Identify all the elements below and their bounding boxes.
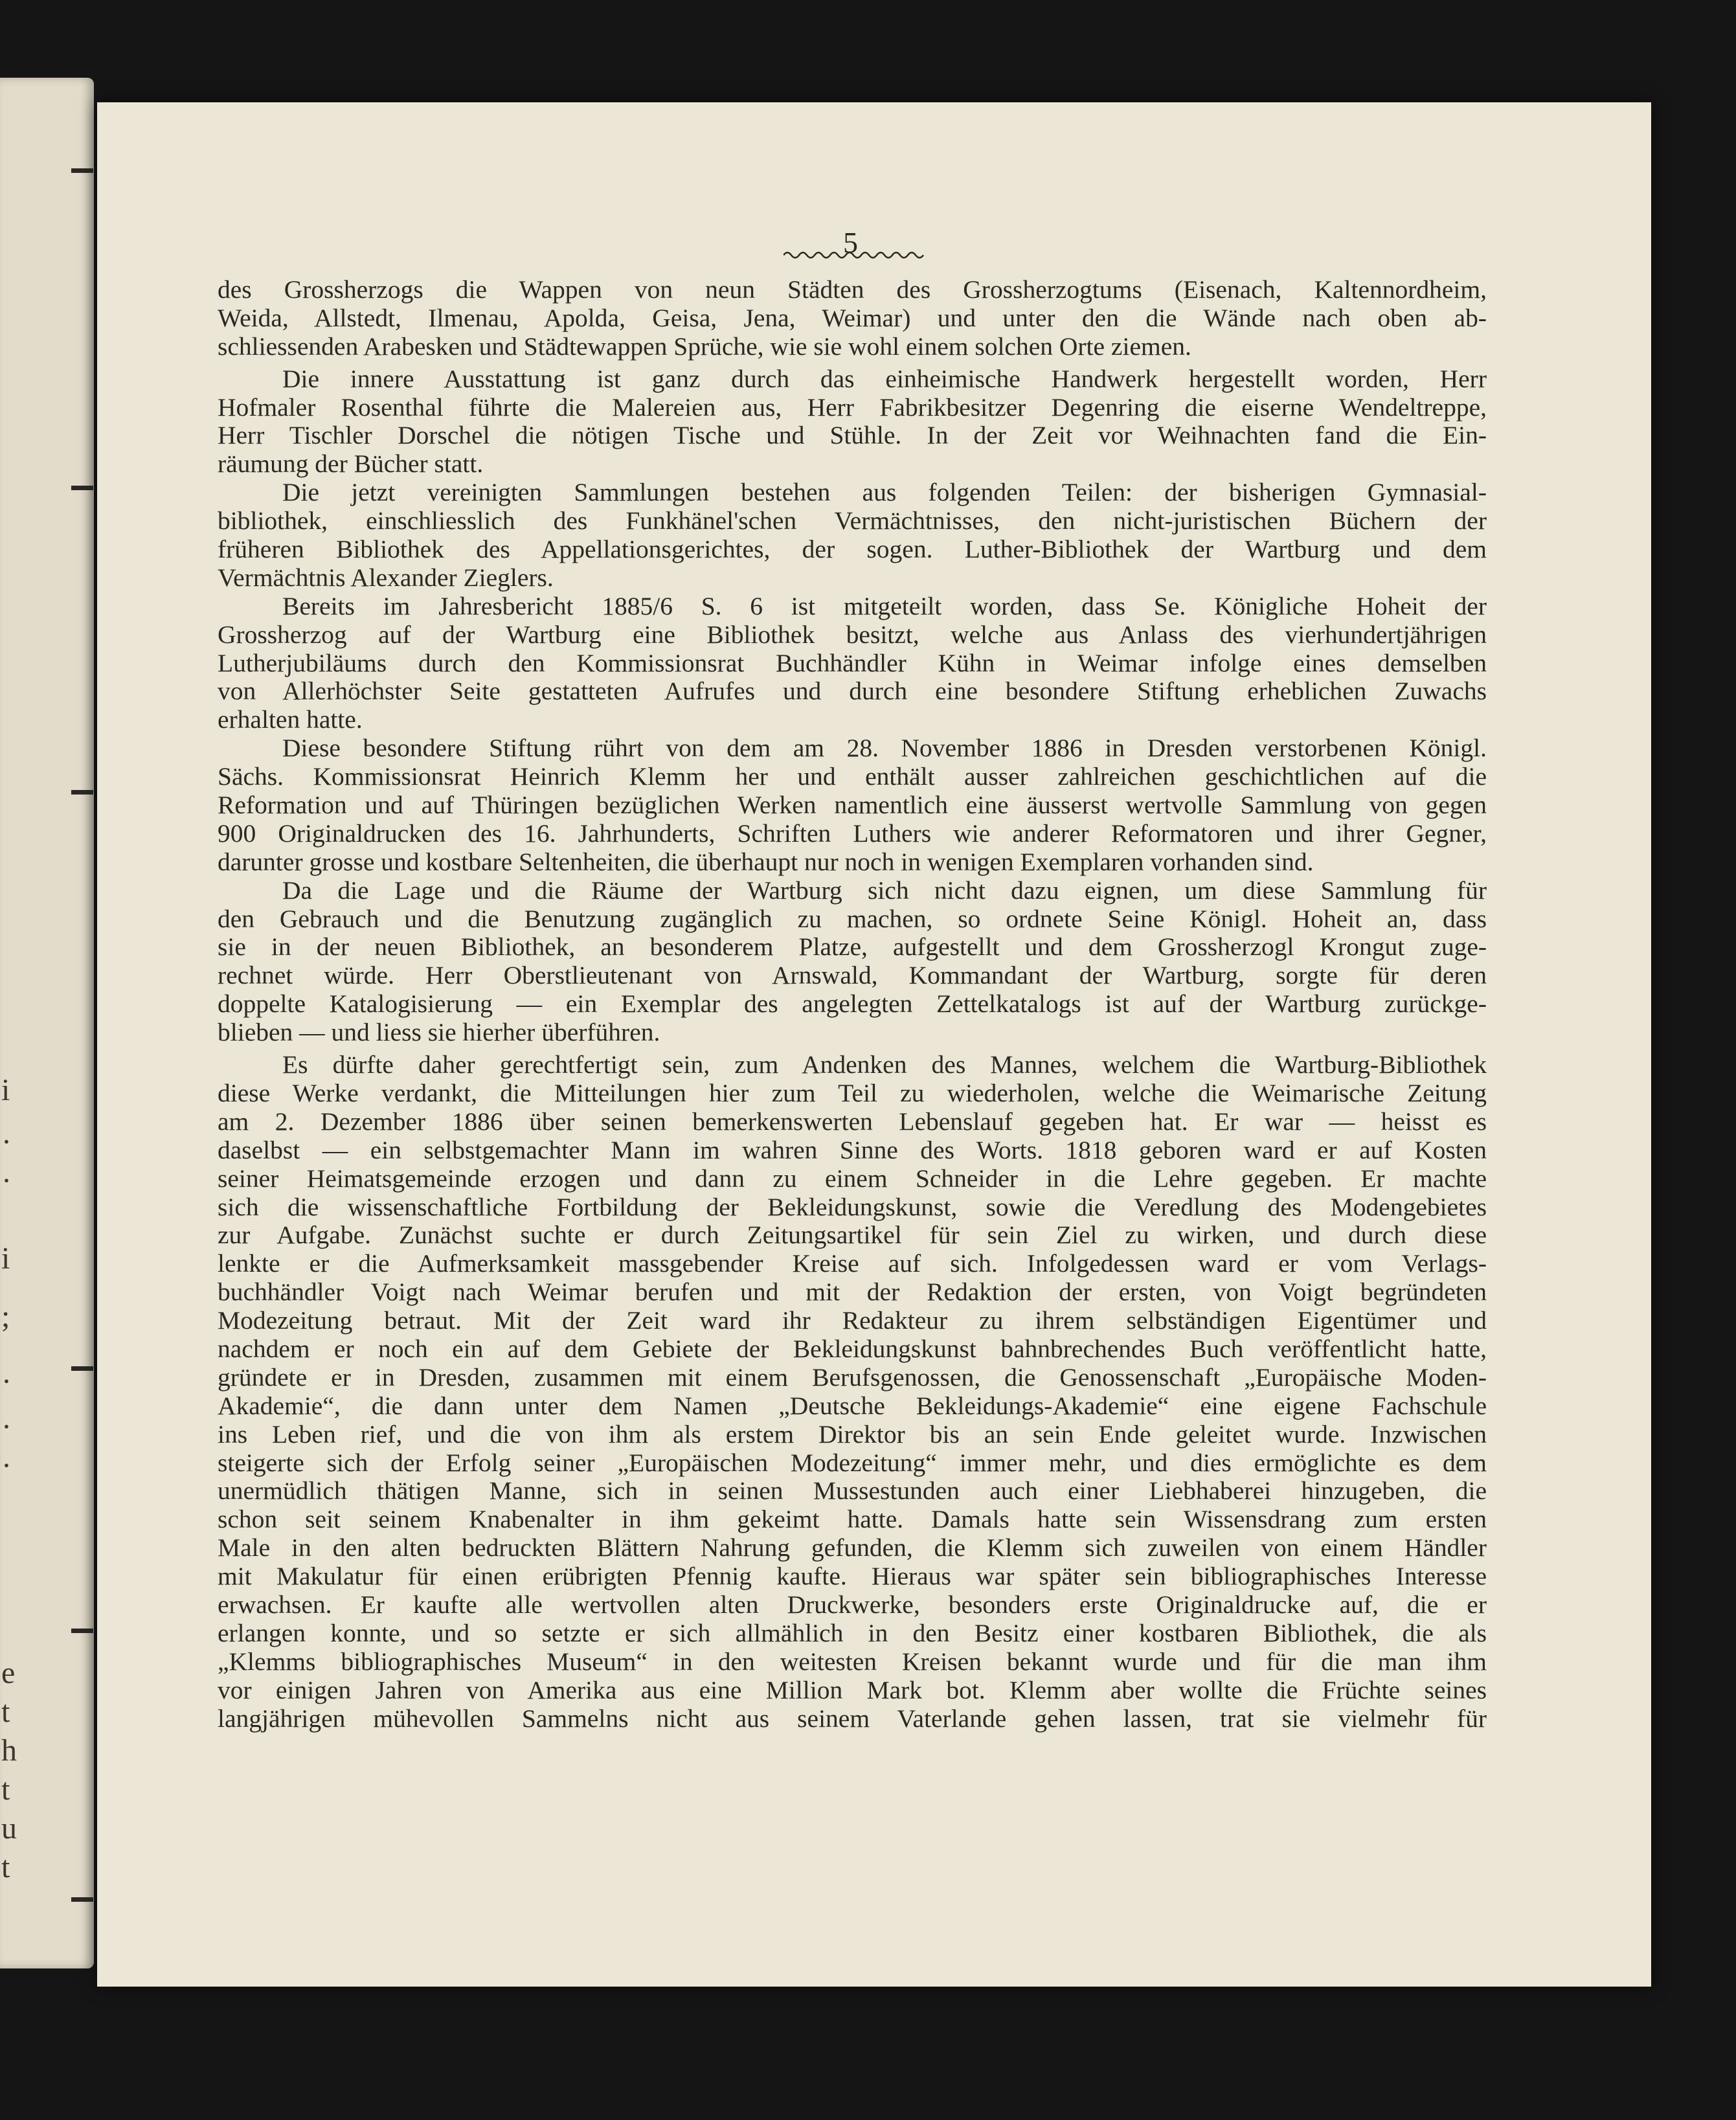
- margin-text-fragment: i: [1, 1073, 10, 1107]
- text-line: Lutherjubiläums durch den Kommissionsrat Buchhändler Kühn in Weimar infolge eines demselben: [218, 649, 1487, 677]
- text-line: sich die wissenschaftliche Fortbildung der Bekleidungskunst, sowie die Veredlung des Modengebietes: [218, 1193, 1487, 1221]
- paragraph: [218, 479, 1487, 592]
- text-line: darunter grosse und kostbare Seltenheiten, die überhaupt nur noch in wenigen Exemplaren vorhanden sind.: [218, 848, 1314, 876]
- text-line: Die jetzt vereinigten Sammlungen bestehen aus folgenden Teilen: der bisherigen Gymnasial-: [282, 479, 1487, 507]
- text-line: ins Leben rief, und die von ihm als erstem Direktor bis an sein Ende geleitet wurde. Inzwischen: [218, 1420, 1487, 1449]
- text-line: gründete er in Dresden, zusammen mit einem Berufsgenossen, die Genossenschaft „Europäische Moden-: [218, 1363, 1487, 1392]
- text-line: bibliothek, einschliesslich des Funkhänel'schen Vermächtnisses, den nicht-juristischen Büchern der: [218, 507, 1487, 536]
- text-line: Weida, Allstedt, Ilmenau, Apolda, Geisa, Jena, Weimar) und unter den die Wände nach oben ab-: [218, 304, 1487, 332]
- margin-text-fragment: t: [1, 1850, 10, 1884]
- margin-text-fragment: ;: [1, 1300, 10, 1334]
- text-line: erwachsen. Er kaufte alle wertvollen alten Druckwerke, besonders erste Originaldrucke auf, die er: [218, 1590, 1487, 1619]
- text-line: schon seit seinem Knabenalter in ihm gekeimt hatte. Damals hatte sein Wissensdrang zum ersten: [218, 1505, 1487, 1534]
- page-tab-mark: [71, 168, 93, 173]
- text-line: Vermächtnis Alexander Zieglers.: [218, 563, 554, 592]
- text-line: Reformation und auf Thüringen bezüglichen Werken namentlich eine äusserst wertvolle Sammlung von gegen: [218, 791, 1487, 820]
- text-line: Da die Lage und die Räume der Wartburg sich nicht dazu eignen, um diese Sammlung für: [282, 876, 1487, 905]
- page-number: 5: [843, 226, 858, 259]
- text-line: buchhändler Voigt nach Weimar berufen und mit der Redaktion der ersten, von Voigt begründeten: [218, 1278, 1487, 1307]
- paragraph: [218, 276, 1487, 361]
- text-line: Akademie“, die dann unter dem Namen „Deutsche Bekleidungs-Akademie“ eine eigene Fachschule: [218, 1392, 1487, 1420]
- text-line: früheren Bibliothek des Appellationsgerichtes, der sogen. Luther-Bibliothek der Wartburg und dem: [218, 536, 1487, 564]
- text-line: vor einigen Jahren von Amerika aus eine Million Mark bot. Klemm aber wollte die Früchte seines: [218, 1676, 1487, 1704]
- page-tab-mark: [71, 486, 93, 490]
- paragraph: [218, 592, 1487, 734]
- wavy-rule-ornament: [783, 247, 926, 263]
- text-line: Male in den alten bedruckten Blättern Nahrung gefunden, die Klemm sich zuweilen von einem Händler: [218, 1534, 1487, 1562]
- margin-text-fragment: ·: [1, 1410, 12, 1444]
- margin-text-fragment: ·: [1, 1364, 12, 1399]
- text-line: mit Makulatur für einen erübrigten Pfennig kaufte. Hieraus war später sein bibliographisches Interesse: [218, 1562, 1487, 1591]
- text-line: Diese besondere Stiftung rührt von dem am 28. November 1886 in Dresden verstorbenen Königl.: [282, 734, 1487, 763]
- margin-text-fragment: u: [1, 1811, 17, 1845]
- margin-text-fragment: ·: [1, 1449, 12, 1483]
- paragraph: [218, 365, 1487, 479]
- text-line: Sächs. Kommissionsrat Heinrich Klemm her und enthält ausser zahlreichen geschichtlichen auf die: [218, 763, 1487, 791]
- text-line: Herr Tischler Dorschel die nötigen Tische und Stühle. In der Zeit vor Weihnachten fand die Ein-: [218, 422, 1487, 450]
- text-line: räumung der Bücher statt.: [218, 450, 484, 479]
- paragraph: [218, 1051, 1487, 1733]
- text-line: Es dürfte daher gerechtfertigt sein, zum Andenken des Mannes, welchem die Wartburg-Bibliothek: [282, 1051, 1487, 1079]
- text-line: sie in der neuen Bibliothek, an besonderem Platze, aufgestellt und dem Grossherzogl Krongut zuge-: [218, 933, 1487, 962]
- text-line: erhalten hatte.: [218, 706, 363, 734]
- margin-text-fragment: ·: [1, 1125, 12, 1159]
- text-line: lenkte er die Aufmerksamkeit massgebender Kreise auf sich. Infolgedessen ward er vom Verlags-: [218, 1250, 1487, 1278]
- page-tab-mark: [71, 790, 93, 795]
- text-line: von Allerhöchster Seite gestatteten Aufrufes und durch eine besondere Stiftung erheblichen Zuwachs: [218, 677, 1487, 706]
- text-line: Modezeitung betraut. Mit der Zeit ward ihr Redakteur zu ihrem selbständigen Eigentümer und: [218, 1307, 1487, 1335]
- paragraph: [218, 734, 1487, 876]
- text-line: doppelte Katalogisierung — ein Exemplar des angelegten Zettelkatalogs ist auf der Wartburg zurückge-: [218, 990, 1487, 1019]
- margin-text-fragment: ·: [1, 1164, 12, 1198]
- text-line: schliessenden Arabesken und Städtewappen Sprüche, wie sie wohl einem solchen Orte ziemen.: [218, 332, 1191, 361]
- text-line: nachdem er noch ein auf dem Gebiete der Bekleidungskunst bahnbrechendes Buch veröffentlicht hatte,: [218, 1335, 1487, 1363]
- page-tab-mark: [71, 1629, 93, 1633]
- text-line: am 2. Dezember 1886 über seinen bemerkenswerten Lebenslauf gegeben hat. Er war — heisst es: [218, 1107, 1487, 1136]
- text-line: 900 Originaldrucken des 16. Jahrhunderts, Schriften Luthers wie anderer Reformatoren und ihrer Gegner,: [218, 819, 1487, 848]
- text-line: diese Werke verdankt, die Mitteilungen hier zum Teil zu wiederholen, welche die Weimarische Zeitung: [218, 1079, 1487, 1107]
- text-line: blieben — und liess sie hierher überführen.: [218, 1019, 660, 1047]
- margin-text-fragment: i: [1, 1241, 10, 1276]
- margin-text-fragment: h: [1, 1733, 17, 1768]
- text-line: seiner Heimatsgemeinde erzogen und dann zu einem Schneider in die Lehre gegeben. Er machte: [218, 1164, 1487, 1193]
- text-line: „Klemms bibliographisches Museum“ in den weitesten Kreisen bekannt wurde und für die man ihm: [218, 1647, 1487, 1676]
- text-line: des Grossherzogs die Wappen von neun Städten des Grossherzogtums (Eisenach, Kaltennordheim,: [218, 276, 1487, 304]
- book-page: [97, 102, 1651, 1987]
- text-line: Hofmaler Rosenthal führte die Malereien aus, Herr Fabrikbesitzer Degenring die eiserne Wendeltreppe,: [218, 393, 1487, 422]
- text-line: unermüdlich thätigen Manne, sich in seinen Mussestunden auch einer Liebhaberei hinzugeben, die: [218, 1477, 1487, 1505]
- text-line: langjährigen mühevollen Sammelns nicht aus seinem Vaterlande gehen lassen, trat sie vielmehr für: [218, 1704, 1487, 1733]
- text-line: daselbst — ein selbstgemachter Mann im wahren Sinne des Worts. 1818 geboren ward er auf Kosten: [218, 1136, 1487, 1164]
- text-line: Die innere Ausstattung ist ganz durch das einheimische Handwerk hergestellt worden, Herr: [282, 365, 1487, 393]
- page-tab-mark: [71, 1897, 93, 1902]
- margin-text-fragment: e: [1, 1656, 16, 1690]
- previous-page-edge: [0, 78, 94, 1968]
- text-line: Bereits im Jahresbericht 1885/6 S. 6 ist mitgeteilt worden, dass Se. Königliche Hoheit der: [282, 592, 1487, 620]
- text-line: den Gebrauch und die Benutzung zugänglich zu machen, so ordnete Seine Königl. Hoheit an, dass: [218, 905, 1487, 933]
- text-line: Grossherzog auf der Wartburg eine Bibliothek besitzt, welche aus Anlass des vierhundertjährigen: [218, 620, 1487, 649]
- paragraph: [218, 877, 1487, 1047]
- text-line: zur Aufgabe. Zunächst suchte er durch Zeitungsartikel für sein Ziel zu wirken, und durch diese: [218, 1221, 1487, 1250]
- margin-text-fragment: t: [1, 1695, 10, 1729]
- text-line: steigerte sich der Erfolg seiner „Europäischen Modezeitung“ immer mehr, und dies ermöglichte es dem: [218, 1449, 1487, 1477]
- text-line: rechnet würde. Herr Oberstlieutenant von Arnswald, Kommandant der Wartburg, sorgte für deren: [218, 962, 1487, 990]
- text-line: erlangen konnte, und so setzte er sich allmählich in den Besitz einer kostbaren Bibliothek, die als: [218, 1619, 1487, 1647]
- body-text: [218, 276, 1487, 1733]
- page-tab-mark: [71, 1366, 93, 1371]
- margin-text-fragment: t: [1, 1772, 10, 1807]
